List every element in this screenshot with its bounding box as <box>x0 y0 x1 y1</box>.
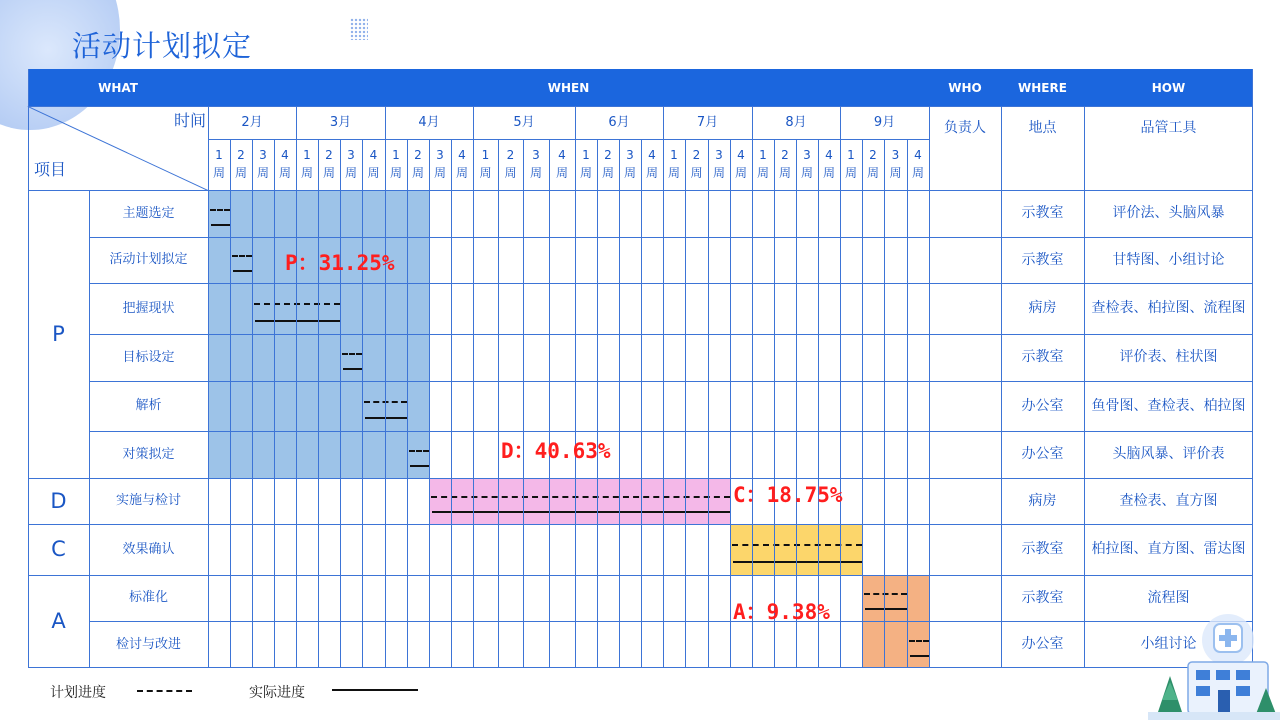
grid-line <box>28 575 1253 576</box>
month-label: 3月 <box>329 114 352 130</box>
actual-progress-line <box>432 511 731 513</box>
grid-line <box>274 139 275 668</box>
place-cell: 办公室 <box>1021 397 1064 414</box>
grid-line <box>907 139 908 668</box>
week-label: 4 周 <box>455 148 468 180</box>
week-label: 3 周 <box>889 148 902 180</box>
week-label: 1 周 <box>212 148 225 180</box>
grid-line <box>28 524 1253 525</box>
grid-line <box>230 139 231 668</box>
item-cell: 效果确认 <box>122 541 175 557</box>
place-cell: 示教室 <box>1021 349 1064 366</box>
tools-cell: 流程图 <box>1147 589 1190 606</box>
header-when: WHEN <box>547 80 590 95</box>
grid-line <box>451 139 452 668</box>
week-label: 3 周 <box>256 148 269 180</box>
actual-progress-line <box>910 655 930 657</box>
week-label: 2 周 <box>690 148 703 180</box>
grid-line <box>1252 69 1253 668</box>
gantt-table <box>28 69 1253 668</box>
grid-line <box>818 139 819 668</box>
phase-label: A <box>51 609 66 634</box>
week-label: 3 周 <box>433 148 446 180</box>
week-label: 1 周 <box>667 148 680 180</box>
week-label: 2 周 <box>778 148 791 180</box>
phase-label: P <box>52 321 65 346</box>
plan-progress-line <box>232 255 252 257</box>
phase-label: D <box>50 488 67 513</box>
week-label: 3 周 <box>712 148 725 180</box>
place-header: 地点 <box>1028 119 1057 136</box>
tools-cell: 查检表、柏拉图、流程图 <box>1091 300 1246 317</box>
tools-cell: 查检表、直方图 <box>1119 492 1218 509</box>
grid-line <box>28 69 29 668</box>
week-label: 3 周 <box>344 148 357 180</box>
month-label: 4月 <box>418 114 440 130</box>
week-label: 1 周 <box>844 148 857 180</box>
week-label: 2 周 <box>411 148 424 180</box>
dot-pattern-decoration <box>350 18 368 40</box>
week-label: 4 周 <box>734 148 747 180</box>
plan-progress-line <box>342 353 362 355</box>
place-cell: 办公室 <box>1021 446 1064 463</box>
week-label: 2 周 <box>866 148 879 180</box>
grid-line <box>28 190 1253 191</box>
grid-line <box>89 237 1253 238</box>
legend-plan-line <box>137 690 192 692</box>
grid-line <box>362 139 363 668</box>
grid-line <box>89 334 1253 335</box>
actual-progress-line <box>865 608 908 610</box>
item-cell: 检讨与改进 <box>115 636 181 652</box>
percent-a: A：9.38% <box>733 600 830 624</box>
grid-line <box>708 139 709 668</box>
grid-line <box>208 139 929 140</box>
week-label: 3 周 <box>529 148 542 180</box>
owner-header: 负责人 <box>944 119 986 136</box>
week-label: 3 周 <box>800 148 813 180</box>
item-cell: 目标设定 <box>122 349 175 365</box>
week-label: 3 周 <box>623 148 636 180</box>
grid-line <box>774 139 775 668</box>
month-label: 9月 <box>873 114 896 130</box>
grid-line <box>685 139 686 668</box>
grid-line <box>28 106 1253 107</box>
phase-label: C <box>51 537 66 562</box>
month-label: 8月 <box>785 114 807 130</box>
item-cell: 标准化 <box>128 590 168 606</box>
tools-header: 品管工具 <box>1140 119 1197 136</box>
week-label: 4 周 <box>555 148 568 180</box>
place-cell: 示教室 <box>1021 251 1064 268</box>
header-how: HOW <box>1151 80 1186 95</box>
time-label: 时间 <box>173 111 206 131</box>
hospital-illustration <box>1148 612 1280 720</box>
month-label: 6月 <box>608 114 630 130</box>
week-label: 4 周 <box>822 148 835 180</box>
grid-line <box>884 139 885 668</box>
place-cell: 病房 <box>1028 492 1057 509</box>
page-title: 活动计划拟定 <box>72 29 253 63</box>
legend-actual-line <box>332 689 418 691</box>
week-label: 1 周 <box>300 148 313 180</box>
month-label: 2月 <box>241 114 263 130</box>
actual-progress-line <box>343 368 363 370</box>
grid-line <box>89 190 90 668</box>
month-label: 7月 <box>696 114 719 130</box>
grid-line <box>796 139 797 668</box>
place-cell: 病房 <box>1028 300 1057 317</box>
grid-line <box>619 139 620 668</box>
tools-cell: 评价表、柱状图 <box>1119 349 1218 366</box>
item-cell: 实施与检讨 <box>115 493 181 509</box>
grid-line <box>28 478 1253 479</box>
place-cell: 示教室 <box>1021 589 1064 606</box>
legend-actual-label: 实际进度 <box>249 685 305 701</box>
week-label: 1 周 <box>479 148 492 180</box>
tools-cell: 鱼骨图、查检表、柏拉图 <box>1091 397 1246 414</box>
grid-line <box>862 139 863 668</box>
grid-line <box>641 139 642 668</box>
grid-line <box>730 139 731 668</box>
tools-cell: 柏拉图、直方图、雷达图 <box>1091 541 1246 558</box>
week-label: 4 周 <box>645 148 658 180</box>
plan-progress-line <box>254 303 340 305</box>
item-label: 项目 <box>34 160 67 180</box>
tools-cell: 评价法、头脑风暴 <box>1112 205 1225 222</box>
percent-d: D：40.63% <box>501 439 611 463</box>
grid-line <box>28 667 1253 668</box>
grid-line <box>429 139 430 668</box>
tools-cell: 甘特图、小组讨论 <box>1112 251 1225 268</box>
place-cell: 办公室 <box>1021 636 1064 653</box>
week-label: 1 周 <box>579 148 592 180</box>
actual-progress-line <box>365 417 408 419</box>
item-cell: 把握现状 <box>122 300 175 316</box>
grid-line <box>89 431 1253 432</box>
week-label: 2 周 <box>322 148 335 180</box>
grid-line <box>89 621 1253 622</box>
header-where: WHERE <box>1018 80 1067 95</box>
actual-progress-line <box>255 320 341 322</box>
month-label: 5月 <box>513 114 535 130</box>
actual-progress-line <box>410 465 430 467</box>
grid-line <box>498 139 499 668</box>
grid-line <box>549 139 550 668</box>
grid-line <box>252 139 253 668</box>
item-cell: 解析 <box>135 398 162 414</box>
plan-progress-line <box>909 640 929 642</box>
header-what: WHAT <box>98 80 138 95</box>
legend-plan-label: 计划进度 <box>50 685 106 701</box>
week-label: 2 周 <box>601 148 614 180</box>
tools-cell: 头脑风暴、评价表 <box>1112 446 1225 463</box>
item-cell: 活动计划拟定 <box>109 252 188 268</box>
plan-progress-line <box>409 450 429 452</box>
item-cell: 对策拟定 <box>122 446 175 462</box>
grid-line <box>89 283 1253 284</box>
place-cell: 示教室 <box>1021 541 1064 558</box>
grid-line <box>597 139 598 668</box>
plan-progress-line <box>210 209 230 211</box>
item-cell: 主题选定 <box>122 205 175 221</box>
grid-line <box>89 381 1253 382</box>
grid-line <box>523 139 524 668</box>
week-label: 2 周 <box>504 148 517 180</box>
grid-line <box>318 139 319 668</box>
percent-p: P：31.25% <box>285 251 395 275</box>
week-label: 4 周 <box>367 148 380 180</box>
grid-line <box>340 139 341 668</box>
week-label: 4 周 <box>911 148 924 180</box>
actual-progress-line <box>211 224 231 226</box>
place-cell: 示教室 <box>1021 205 1064 222</box>
header-who: WHO <box>948 80 982 95</box>
week-label: 1 周 <box>756 148 769 180</box>
week-label: 2 周 <box>234 148 247 180</box>
percent-c: C：18.75% <box>733 483 843 507</box>
tools-cell: 小组讨论 <box>1140 636 1197 653</box>
grid-line <box>407 139 408 668</box>
plan-progress-line <box>864 593 907 595</box>
week-label: 4 周 <box>278 148 291 180</box>
actual-progress-line <box>233 270 253 272</box>
week-label: 1 周 <box>389 148 402 180</box>
